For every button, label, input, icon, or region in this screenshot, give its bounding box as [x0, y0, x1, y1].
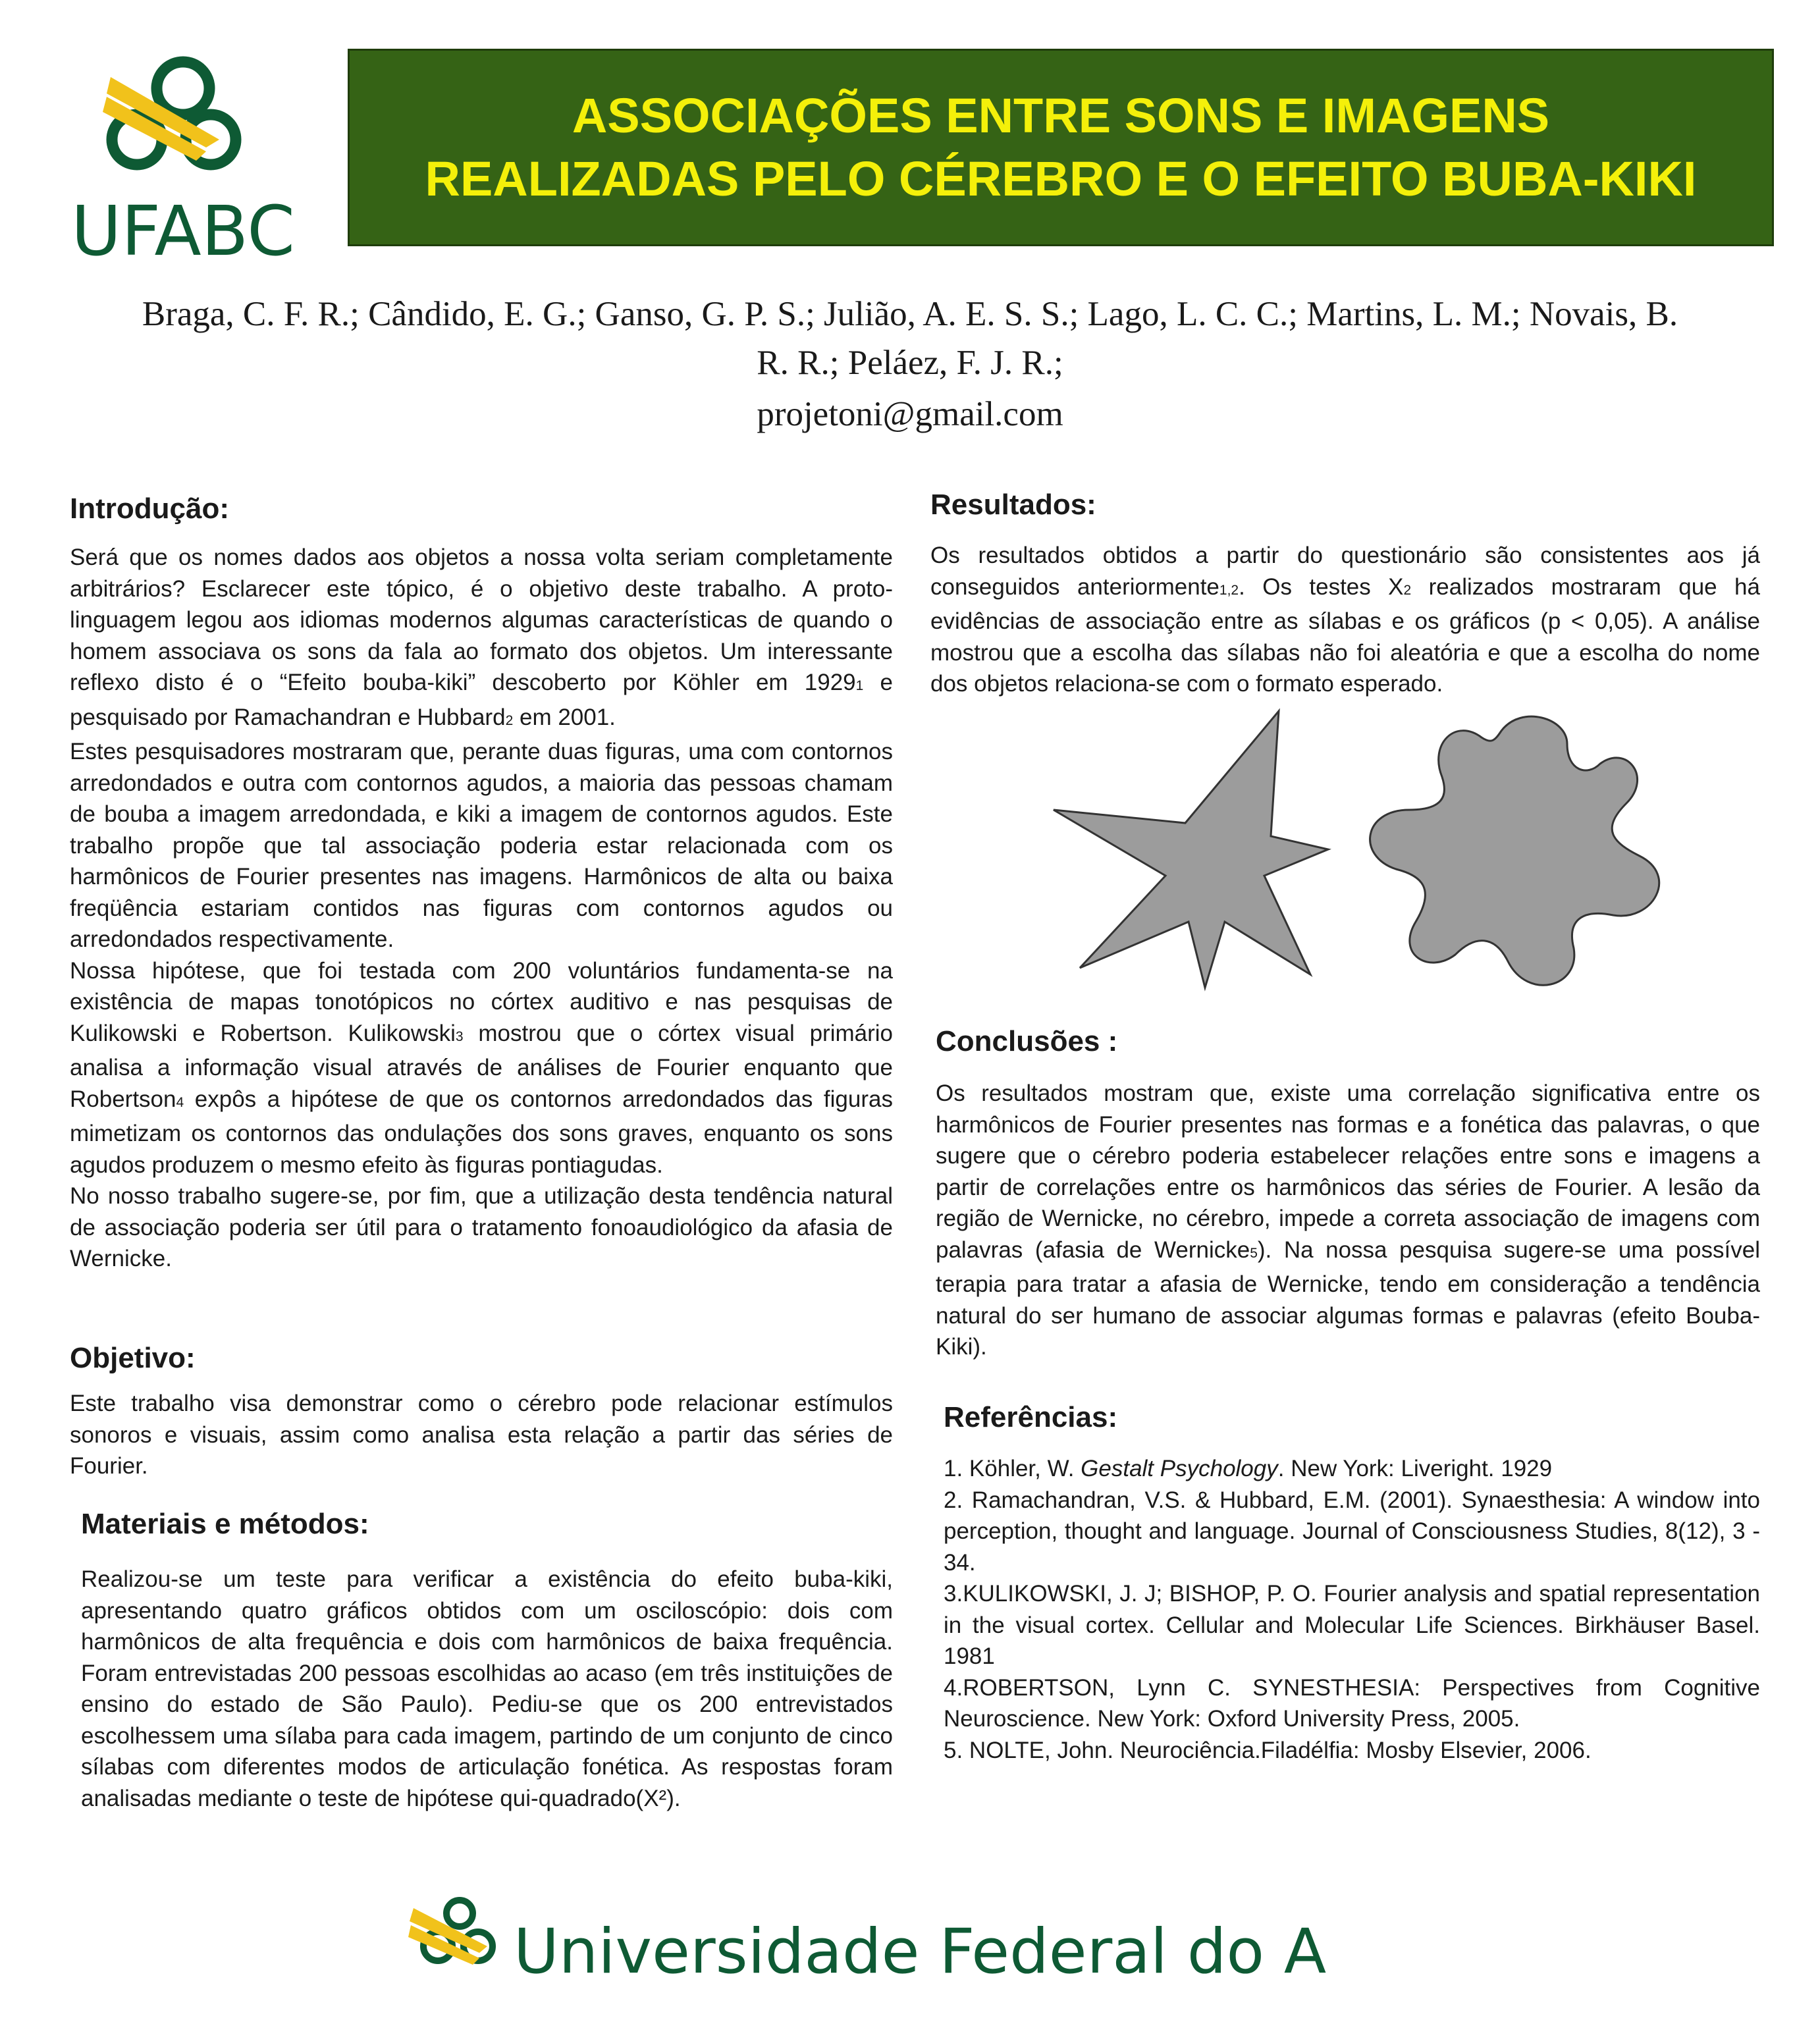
reference-4: 4.ROBERTSON, Lynn C. SYNESTHESIA: Perspectives from Cognitive Neuroscience. New York: Oxford University Press, 2005. [944, 1674, 1760, 1732]
title-line-1: ASSOCIAÇÕES ENTRE SONS E IMAGENS [572, 88, 1550, 143]
intro-paragraph-2: Estes pesquisadores mostraram que, perante duas figuras, uma com contornos arredondados e outra com contornos agudos, a maioria das pessoas chamam de bouba a imagem arredondada, e kiki a imagem de contornos agudos. Este trabalho propõe que tal associação poderia estar relacionada com os harmônicos de Fourier presentes nas imagens. Harmônicos de alta ou baixa freqüência estariam contidos nas figuras com contornos agudos ou arredondados respectivamente. [70, 739, 893, 952]
results-body: Os resultados obtidos a partir do questionário são consistentes aos já conseguidos anteriormente1,2. Os testes X2 realizados mostraram que há evidências de associação entre as sílabas e os gráficos (p < 0,05). A análise mostrou que a escolha das sílabas não foi aleatória e que a escolha do nome dos objetos relaciona-se com o formato esperado. [930, 543, 1760, 697]
references-heading: Referências: [944, 1401, 1118, 1433]
bouba-shape [1370, 716, 1659, 985]
ufabc-logo [65, 41, 302, 265]
authors-line-2: R. R.; Peláez, F. J. R.; [757, 344, 1063, 382]
objective-body: Este trabalho visa demonstrar como o cérebro pode relacionar estímulos sonoros e visuais, assim como analisa esta relação a partir das séries de Fourier. [70, 1391, 893, 1479]
intro-paragraph-3: Nossa hipótese, que foi testada com 200 voluntários fundamenta-se na existência de mapas tonotópicos no córtex auditivo e nas pesquisas de Kulikowski e Robertson. Kulikowski3 mostrou que o córtex visual primário analisa a informação visual através de análises de Fourier enquanto que Robertson4 expôs a hipótese de que os contornos arredondados das figuras mimetizam os contornos das ondulações dos sons graves, enquanto os sons agudos produzem o mesmo efeito às figuras pontiagudas. [70, 957, 893, 1178]
methods-heading: Materiais e métodos: [81, 1508, 369, 1540]
author-email: projetoni@gmail.com [757, 395, 1063, 433]
methods-body: Realizou-se um teste para verificar a existência do efeito buba-kiki, apresentando quatro gráficos obtidos com um osciloscópio: dois com harmônicos de alta frequência e dois com harmônicos de baixa frequência. Foram entrevistadas 200 pessoas escolhidas ao acaso (em três instituições de ensino do estado de São Paulo). Pediu-se que os 200 entrevistados escolhessem uma sílaba para cada imagem, partindo de um conjunto de cinco sílabas com diferentes modos de articulação fonética. As respostas foram analisadas mediante o teste de hipótese qui-quadrado(X²). [81, 1566, 893, 1811]
reference-3: 3.KULIKOWSKI, J. J; BISHOP, P. O. Fourier analysis and spatial representation in the visual cortex. Cellular and Molecular Life Sciences. Birkhäuser Basel. 1981 [944, 1581, 1760, 1669]
references-list [944, 1453, 1760, 1766]
results-heading: Resultados: [930, 489, 1096, 521]
reference-1: 1. Köhler, W. Gestalt Psychology. New York: Liveright. 1929 [944, 1456, 1553, 1481]
title-line-2: REALIZADAS PELO CÉREBRO E O EFEITO BUBA-KIKI [425, 151, 1697, 206]
conclusions-heading: Conclusões : [936, 1025, 1118, 1057]
title-banner [348, 49, 1774, 246]
authors-line-1: Braga, C. F. R.; Cândido, E. G.; Ganso, G. P. S.; Julião, A. E. S. S.; Lago, L. C. C.; Martins, L. M.; Novais, B. [142, 295, 1678, 333]
svg-text:Universidade Federal do ABC: Universidade Federal do ABC [514, 1916, 1330, 1988]
conclusions-body: Os resultados mostram que, existe uma correlação significativa entre os harmônicos de Fourier presentes nas formas e a fonética das palavras, o que sugere que o cérebro poderia estabelecer relações entre sons e imagens a partir de correlações entre os harmônicos das séries de Fourier. A lesão da região de Wernicke, no cérebro, impede a correta associação de imagens com palavras (afasia de Wernicke5). Na nossa pesquisa sugere-se uma possível terapia para tratar a afasia de Wernicke, tendo em consideração a tendência natural do ser humano de associar algumas formas e palavras (efeito Bouba-Kiki). [936, 1080, 1760, 1360]
svg-text:UFABC: UFABC [71, 191, 295, 265]
intro-heading: Introdução: [70, 492, 229, 525]
reference-2: 2. Ramachandran, V.S. & Hubbard, E.M. (2001). Synaesthesia: A window into perception, thought and language. Journal of Consciousness Studies, 8(12), 3 - 34. [944, 1487, 1760, 1576]
kiki-shape [1054, 711, 1328, 988]
authors-block [53, 290, 1767, 439]
intro-body [70, 542, 893, 1275]
footer-logo-graphic [408, 1895, 1330, 2000]
university-footer-logo [408, 1895, 1330, 2000]
objective-heading: Objetivo: [70, 1342, 196, 1374]
intro-paragraph-4: No nosso trabalho sugere-se, por fim, que a utilização desta tendência natural de associação poderia ser útil para o tratamento fonoaudiológico da afasia de Wernicke. [70, 1183, 893, 1271]
intro-paragraph-1: Será que os nomes dados aos objetos a nossa volta seriam completamente arbitrários? Esclarecer este tópico, é o objetivo deste trabalho. A proto-linguagem legou aos idiomas modernos algumas características de quando o homem associava os sons da fala ao formato dos objetos. Um interessante reflexo disto é o “Efeito bouba-kiki” descoberto por Köhler em 19291 e pesquisado por Ramachandran e Hubbard2 em 2001. [70, 545, 893, 730]
reference-5: 5. NOLTE, John. Neurociência.Filadélfia: Mosby Elsevier, 2006. [944, 1737, 1592, 1763]
ufabc-logo-graphic [65, 41, 302, 265]
bouba-kiki-figures [1047, 705, 1804, 1014]
